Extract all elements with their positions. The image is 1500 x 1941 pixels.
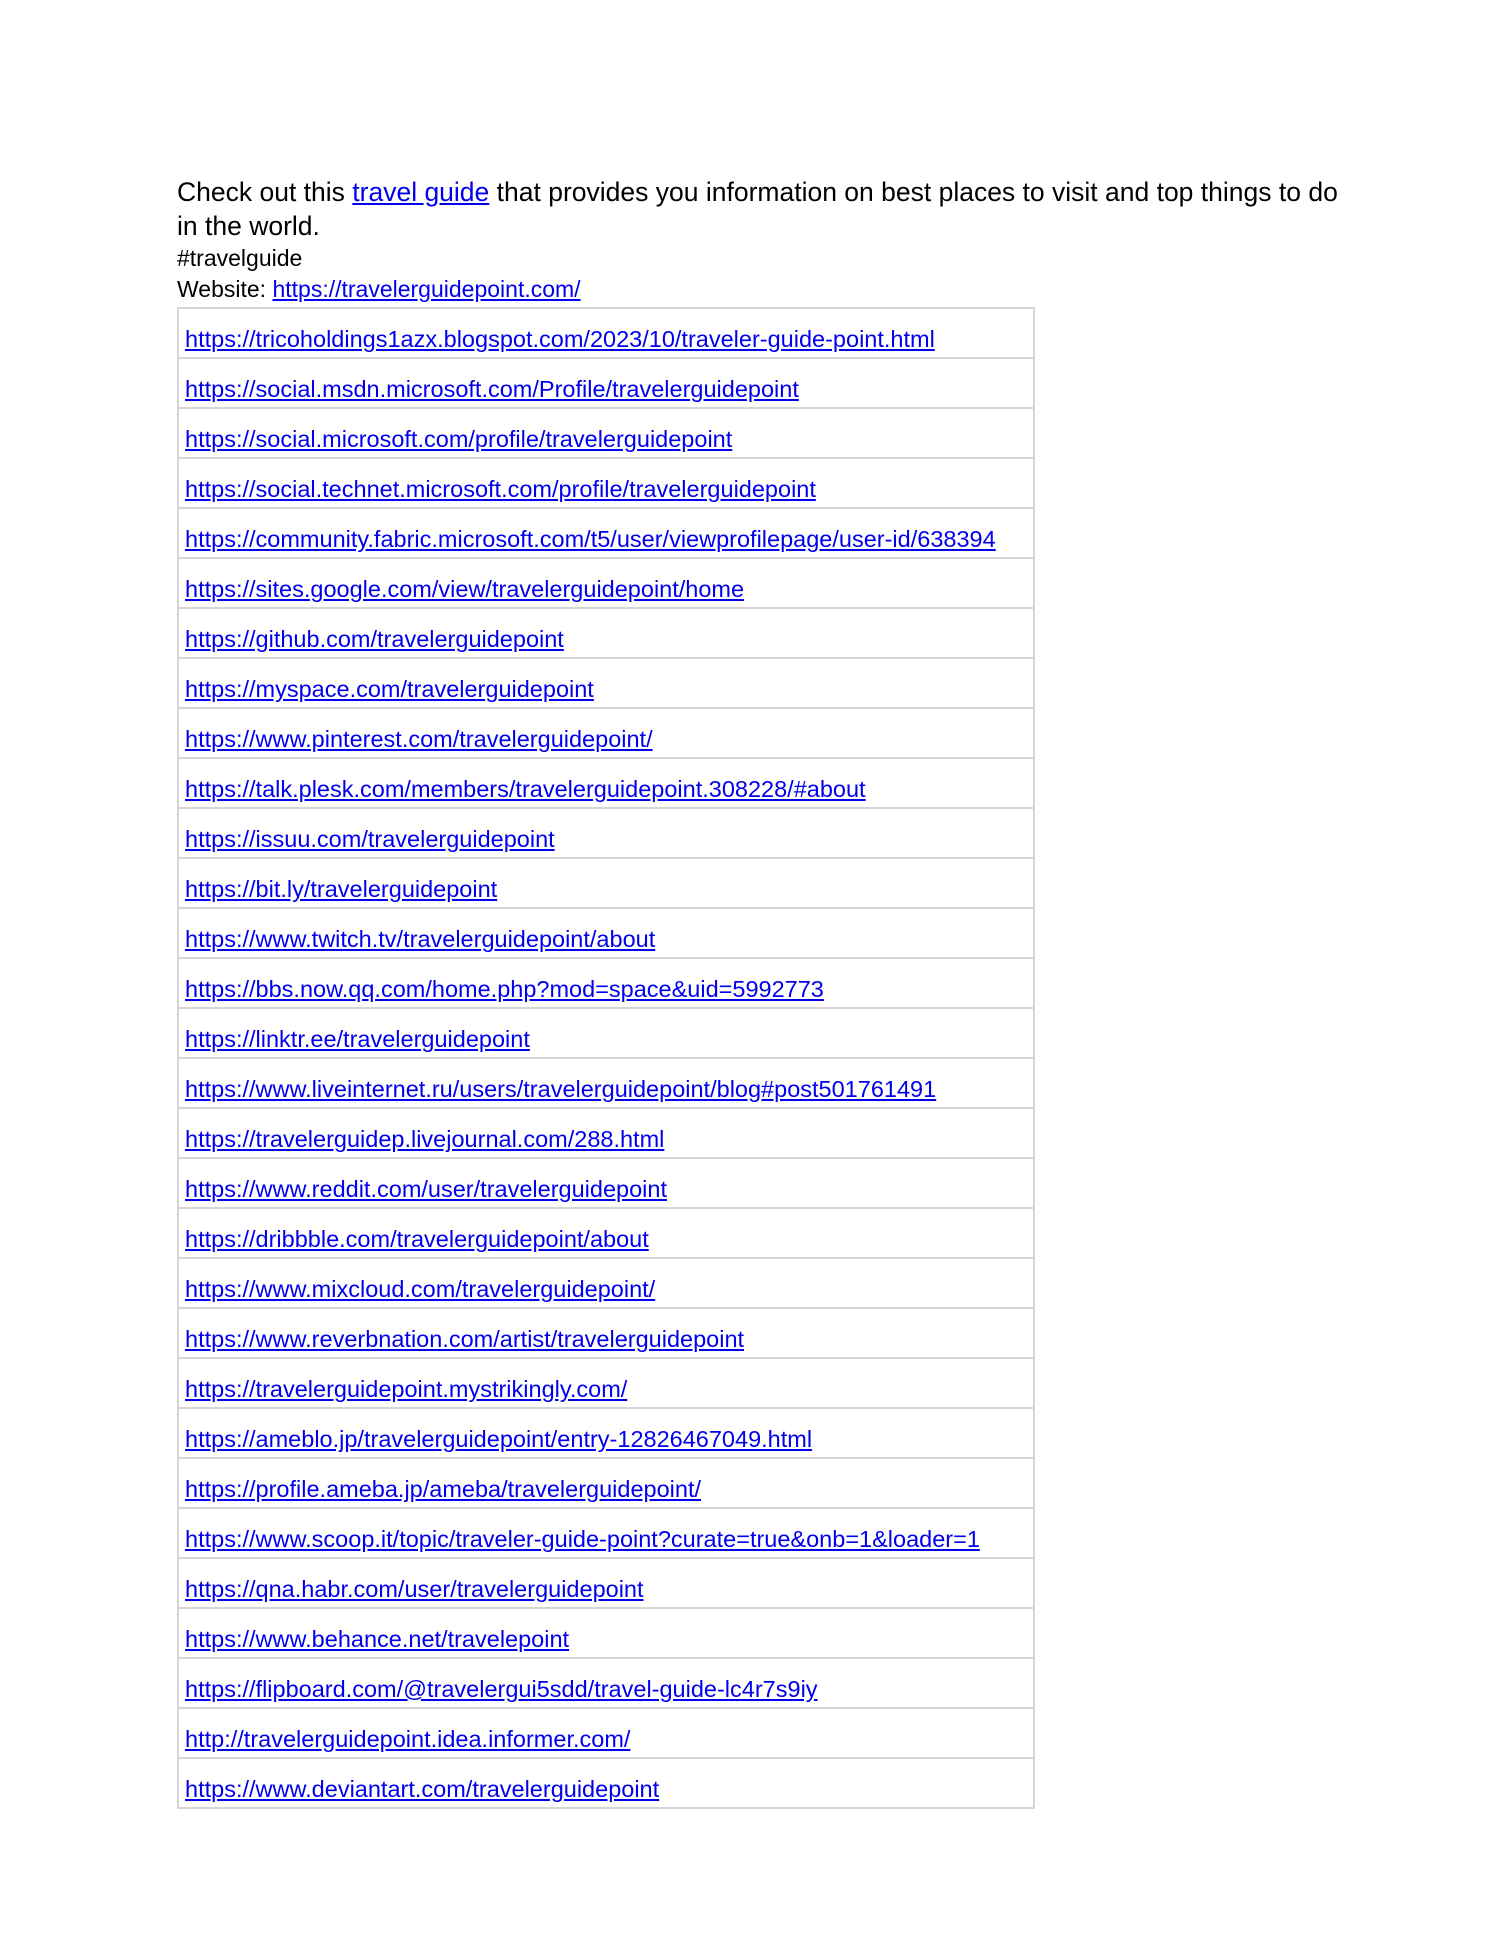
profile-link[interactable]: https://travelerguidep.livejournal.com/288.html: [185, 1126, 665, 1152]
profile-link[interactable]: https://myspace.com/travelerguidepoint: [185, 676, 594, 702]
profile-link[interactable]: https://social.technet.microsoft.com/profile/travelerguidepoint: [185, 476, 816, 502]
profile-link[interactable]: https://www.behance.net/travelepoint: [185, 1626, 570, 1652]
link-cell: [178, 1058, 1034, 1108]
profile-link[interactable]: https://www.deviantart.com/travelerguidepoint: [185, 1776, 660, 1802]
table-row: [178, 408, 1034, 458]
profile-link[interactable]: https://profile.ameba.jp/ameba/travelerguidepoint/: [185, 1476, 702, 1502]
link-cell: [178, 1258, 1034, 1308]
profile-link[interactable]: https://www.scoop.it/topic/traveler-guide-point?curate=true&onb=1&loader=1: [185, 1526, 980, 1552]
table-row: [178, 358, 1034, 408]
profile-link[interactable]: https://travelerguidepoint.mystrikingly.com/: [185, 1376, 628, 1402]
link-cell: [178, 858, 1034, 908]
profile-link[interactable]: https://sites.google.com/view/travelerguidepoint/home: [185, 576, 745, 602]
table-row: [178, 1058, 1034, 1108]
link-cell: [178, 1308, 1034, 1358]
profile-link[interactable]: https://talk.plesk.com/members/travelerguidepoint.308228/#about: [185, 776, 866, 802]
intro-text-before: Check out this: [177, 177, 353, 207]
profile-link[interactable]: https://social.msdn.microsoft.com/Profile/travelerguidepoint: [185, 376, 799, 402]
document-page: [177, 175, 1377, 1809]
profile-link[interactable]: https://community.fabric.microsoft.com/t5/user/viewprofilepage/user-id/638394: [185, 526, 996, 552]
links-table: [177, 307, 1035, 1809]
table-row: [178, 1258, 1034, 1308]
profile-link[interactable]: https://issuu.com/travelerguidepoint: [185, 826, 555, 852]
table-row: [178, 458, 1034, 508]
table-row: [178, 958, 1034, 1008]
link-cell: [178, 758, 1034, 808]
profile-link[interactable]: https://dribbble.com/travelerguidepoint/about: [185, 1226, 649, 1252]
table-row: [178, 1558, 1034, 1608]
link-cell: [178, 908, 1034, 958]
table-row: [178, 1708, 1034, 1758]
table-row: [178, 308, 1034, 358]
table-row: [178, 658, 1034, 708]
table-row: [178, 1508, 1034, 1558]
website-label: Website:: [177, 276, 273, 302]
table-row: [178, 1658, 1034, 1708]
hashtag: #travelguide: [177, 245, 303, 271]
table-row: [178, 1458, 1034, 1508]
link-cell: [178, 558, 1034, 608]
profile-link[interactable]: https://tricoholdings1azx.blogspot.com/2023/10/traveler-guide-point.html: [185, 326, 935, 352]
link-cell: [178, 458, 1034, 508]
intro-paragraph: [177, 175, 1357, 243]
profile-link[interactable]: https://bbs.now.qq.com/home.php?mod=space&uid=5992773: [185, 976, 824, 1002]
profile-link[interactable]: https://www.reddit.com/user/travelerguidepoint: [185, 1176, 667, 1202]
link-cell: [178, 1508, 1034, 1558]
table-row: [178, 758, 1034, 808]
profile-link[interactable]: https://qna.habr.com/user/travelerguidepoint: [185, 1576, 644, 1602]
table-row: [178, 908, 1034, 958]
profile-link[interactable]: https://bit.ly/travelerguidepoint: [185, 876, 498, 902]
profile-link[interactable]: https://www.reverbnation.com/artist/travelerguidepoint: [185, 1326, 745, 1352]
link-cell: [178, 1458, 1034, 1508]
intro-text-after: that provides you information on best places to visit and top things to do in the world.: [177, 177, 1338, 241]
website-link[interactable]: https://travelerguidepoint.com/: [272, 276, 581, 302]
links-table-body: [178, 308, 1034, 1808]
profile-link[interactable]: https://ameblo.jp/travelerguidepoint/entry-12826467049.html: [185, 1426, 813, 1452]
table-row: [178, 808, 1034, 858]
travel-guide-link[interactable]: travel guide: [352, 177, 490, 207]
profile-link[interactable]: https://github.com/travelerguidepoint: [185, 626, 564, 652]
profile-link[interactable]: https://www.pinterest.com/travelerguidepoint/: [185, 726, 653, 752]
profile-link[interactable]: https://www.liveinternet.ru/users/travelerguidepoint/blog#post501761491: [185, 1076, 937, 1102]
table-row: [178, 1158, 1034, 1208]
link-cell: [178, 1608, 1034, 1658]
table-row: [178, 1308, 1034, 1358]
table-row: [178, 1008, 1034, 1058]
table-row: [178, 1208, 1034, 1258]
link-cell: [178, 1658, 1034, 1708]
table-row: [178, 608, 1034, 658]
link-cell: [178, 358, 1034, 408]
link-cell: [178, 608, 1034, 658]
profile-link[interactable]: https://www.twitch.tv/travelerguidepoint/about: [185, 926, 656, 952]
link-cell: [178, 708, 1034, 758]
link-cell: [178, 1708, 1034, 1758]
table-row: [178, 558, 1034, 608]
table-row: [178, 858, 1034, 908]
profile-link[interactable]: https://flipboard.com/@travelergui5sdd/travel-guide-lc4r7s9iy: [185, 1676, 818, 1702]
link-cell: [178, 508, 1034, 558]
link-cell: [178, 808, 1034, 858]
table-row: [178, 708, 1034, 758]
link-cell: [178, 1158, 1034, 1208]
profile-link[interactable]: https://www.mixcloud.com/travelerguidepoint/: [185, 1276, 656, 1302]
table-row: [178, 1358, 1034, 1408]
link-cell: [178, 308, 1034, 358]
profile-link[interactable]: https://linktr.ee/travelerguidepoint: [185, 1026, 530, 1052]
table-row: [178, 508, 1034, 558]
link-cell: [178, 1108, 1034, 1158]
table-row: [178, 1608, 1034, 1658]
website-line: [177, 274, 1377, 305]
table-row: [178, 1108, 1034, 1158]
link-cell: [178, 1758, 1034, 1808]
link-cell: [178, 408, 1034, 458]
link-cell: [178, 1008, 1034, 1058]
link-cell: [178, 958, 1034, 1008]
link-cell: [178, 1208, 1034, 1258]
table-row: [178, 1408, 1034, 1458]
link-cell: [178, 1408, 1034, 1458]
table-row: [178, 1758, 1034, 1808]
profile-link[interactable]: http://travelerguidepoint.idea.informer.com/: [185, 1726, 631, 1752]
link-cell: [178, 658, 1034, 708]
link-cell: [178, 1558, 1034, 1608]
link-cell: [178, 1358, 1034, 1408]
profile-link[interactable]: https://social.microsoft.com/profile/travelerguidepoint: [185, 426, 733, 452]
